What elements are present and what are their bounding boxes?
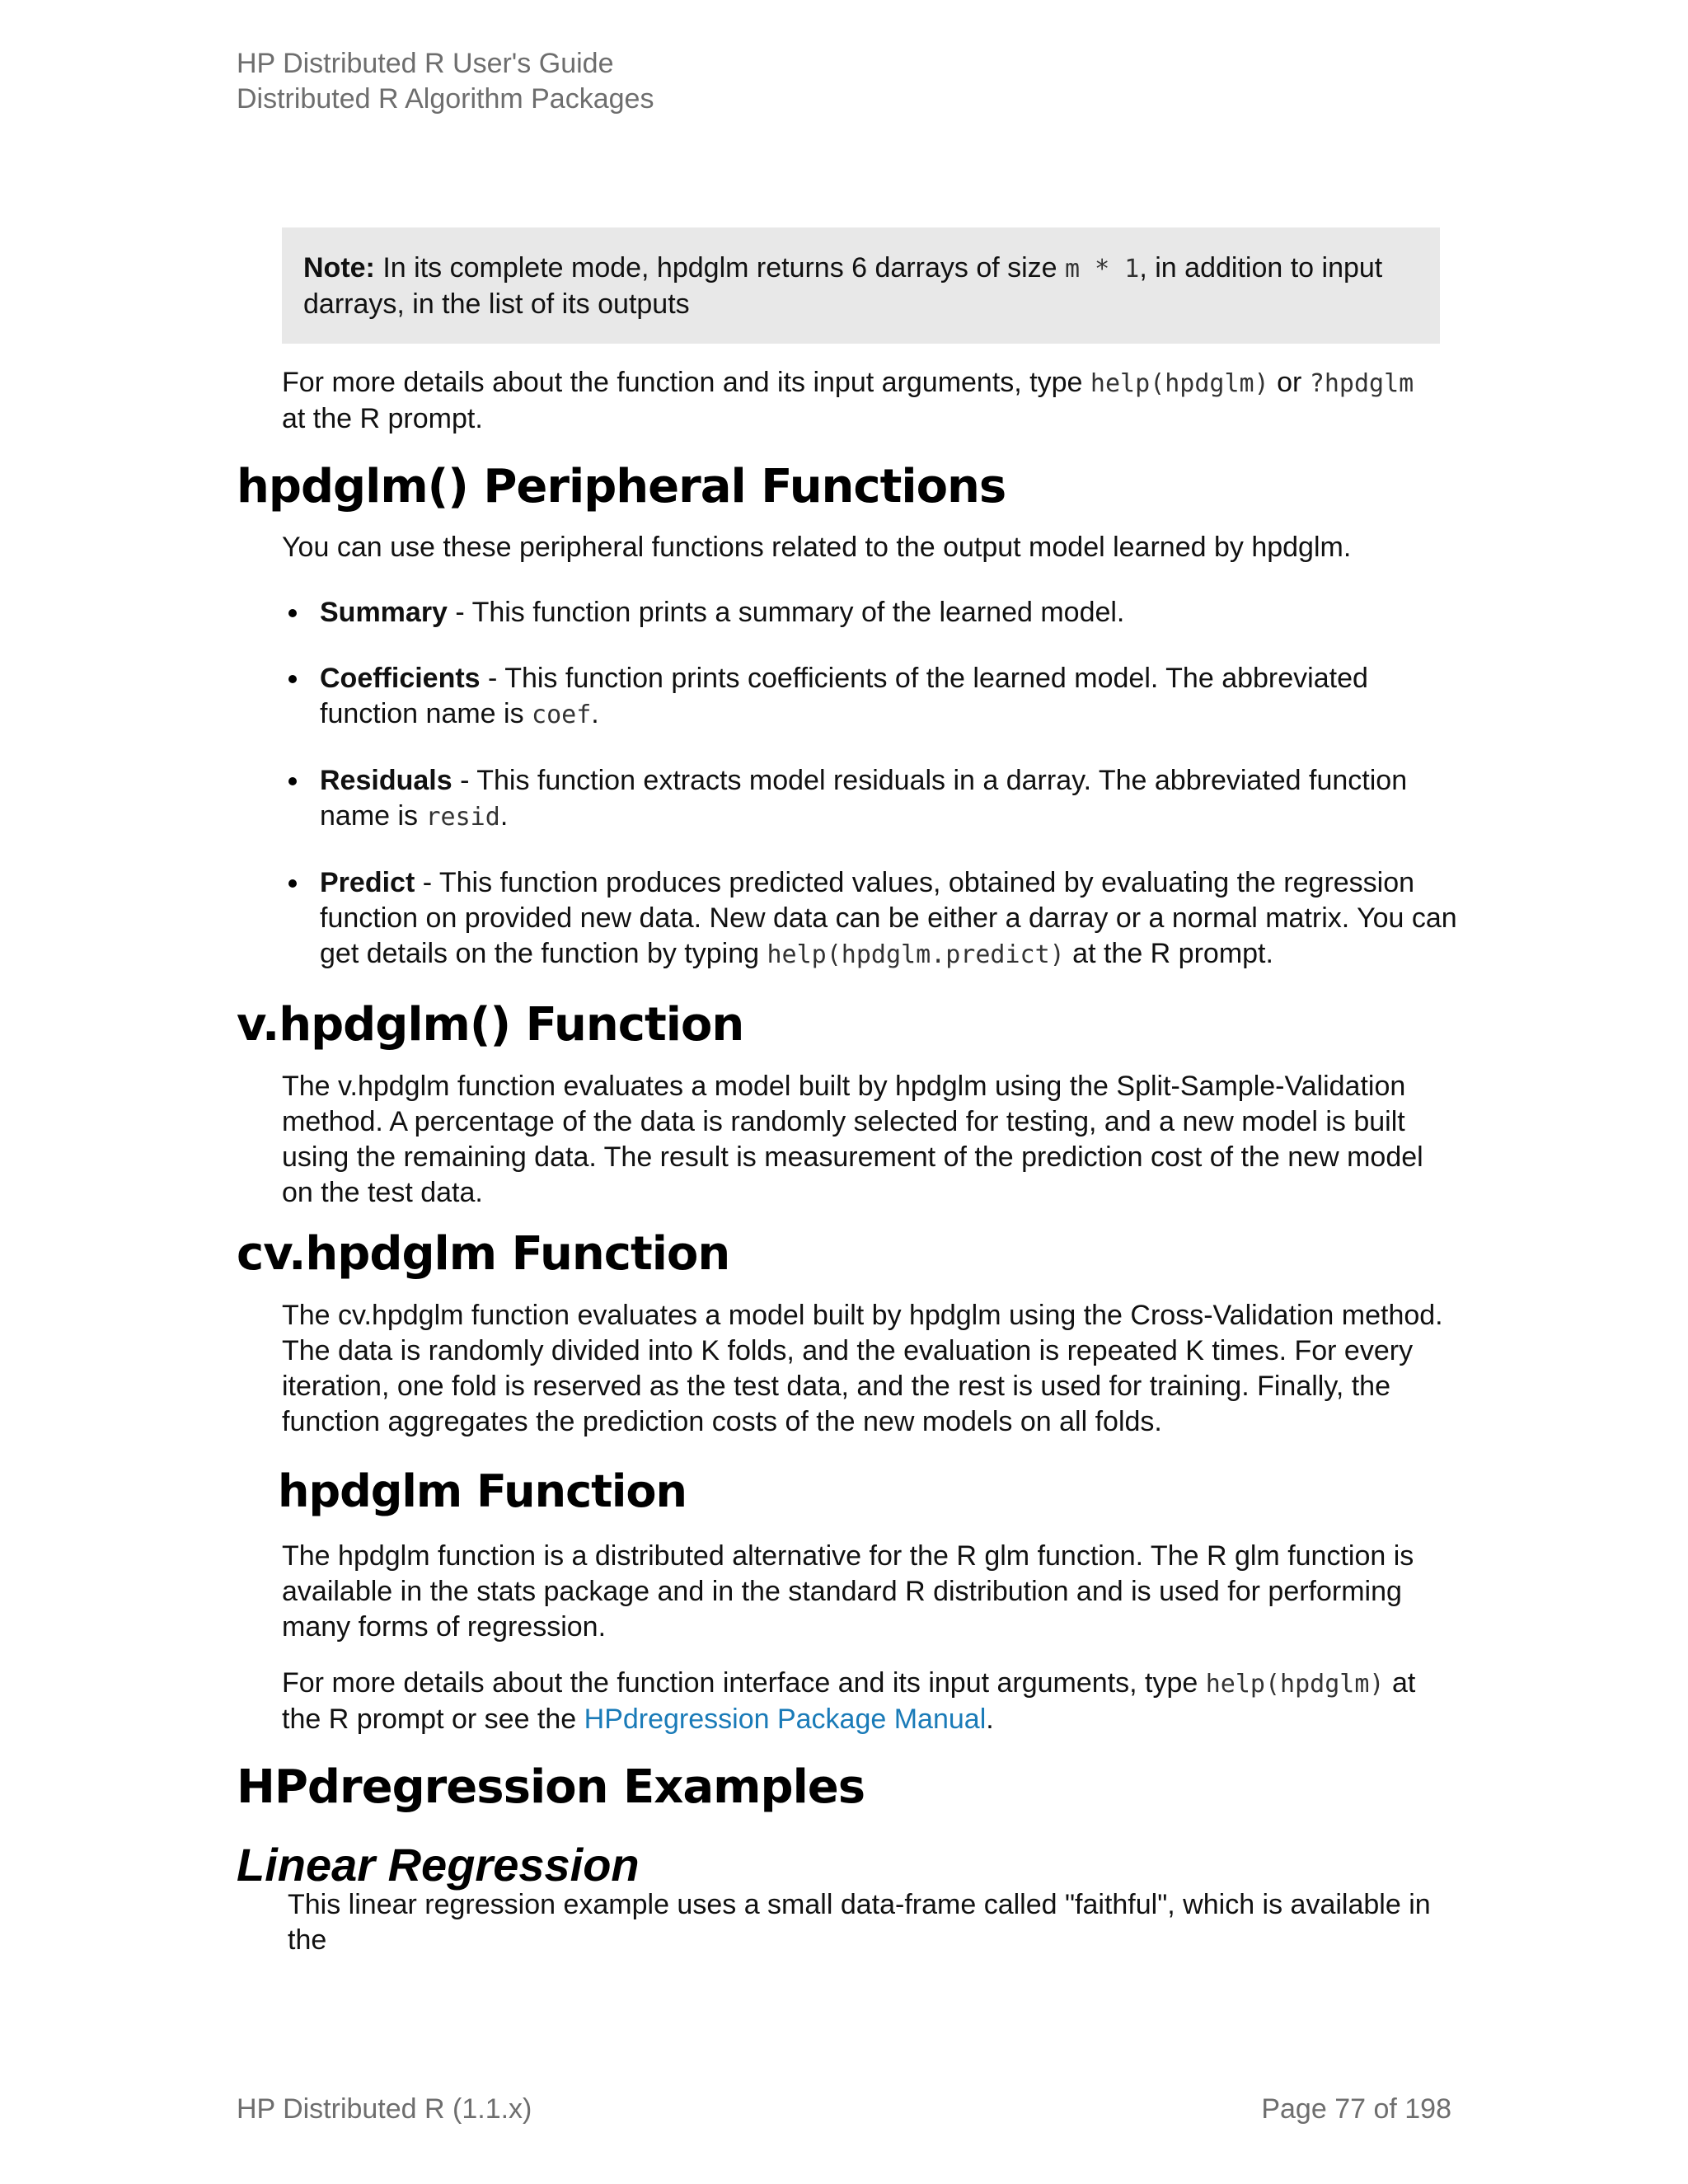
header-guide-title: HP Distributed R User's Guide [237,48,614,79]
list-item-residuals [282,763,1469,835]
list-item-term: Summary [320,597,448,628]
intro-paragraph [282,365,1444,437]
hpdglm-paragraph: The hpdglm function is a distributed alternative for the R glm function. The R glm function is available in the stats package and in the standard R distribution and is used for performing many forms of regression. [282,1540,1414,1643]
section-heading-peripheral: hpdglm() Peripheral Functions [237,460,1006,513]
list-item-term: Coefficients [320,663,481,694]
hpdglm-more-text-c: . [986,1704,994,1735]
note-label: Note: [303,252,375,284]
list-item-code: coef [532,701,592,729]
page-footer [237,2093,1451,2125]
list-item-term: Residuals [320,765,452,796]
hpdglm-more-text-b: at the R prompt or see the [282,1667,1416,1735]
list-item-text: - This function prints a summary of the learned model. [447,597,1125,628]
list-item-summary [282,595,1469,630]
footer-page-number: Page 77 of 198 [1261,2093,1451,2125]
section-heading-v-hpdglm: v.hpdglm() Function [237,998,744,1052]
intro-code-help: help(hpdglm) [1090,369,1269,398]
intro-text-c: at the R prompt. [282,403,483,434]
section-heading-cv-hpdglm: cv.hpdglm Function [237,1227,730,1281]
cv-hpdglm-paragraph: The cv.hpdglm function evaluates a model built by hpdglm using the Cross-Validation method. The data is randomly divided into K folds, and the evaluation is repeated K times. For every iteration, one fold is reserved as the test data, and the rest is used for training. Finally, the function aggregates the prediction costs of the new models on all folds. [282,1300,1443,1437]
page-content [237,227,1457,1958]
list-item-text: - This function produces predicted values, obtained by evaluating the regression function on provided new data. New data can be either a darray or a normal matrix. You can get details on the function by typing [320,867,1457,969]
bullet-icon [288,777,297,785]
list-item-code: help(hpdglm.predict) [767,940,1065,969]
peripheral-intro: You can use these peripheral functions related to the output model learned by hpdglm. [282,532,1352,563]
list-item-code: resid [425,803,500,832]
list-item-after: . [499,800,509,832]
hpdglm-more-text-a: For more details about the function interface and its input arguments, type [282,1667,1206,1699]
subsection-heading-linear-regression: Linear Regression [237,1839,640,1891]
header-chapter-title: Distributed R Algorithm Packages [237,83,654,115]
section-heading-hpdglm: hpdglm Function [278,1465,687,1517]
peripheral-list [282,595,1469,972]
list-item-predict [282,865,1469,972]
package-manual-link[interactable]: HPdregression Package Manual [584,1704,987,1735]
list-item-text: - This function prints coefficients of the learned model. The abbreviated function name is [320,663,1368,729]
list-item-coefficients [282,661,1469,733]
list-item-term: Predict [320,867,415,898]
note-text-a: In its complete mode, hpdglm returns 6 darrays of size [374,252,1066,284]
v-hpdglm-paragraph: The v.hpdglm function evaluates a model built by hpdglm using the Split-Sample-Validation method. A percentage of the data is randomly selected for testing, and a new model is built using the remaining data. The result is measurement of the prediction cost of the new model on the test data. [282,1071,1423,1208]
intro-code-query: ?hpdglm [1309,369,1414,398]
note-text-b: , in addition to input darrays, in the list of its outputs [303,252,1383,320]
intro-text-b: or [1268,367,1310,398]
linear-regression-paragraph: This linear regression example uses a small data-frame called "faithful", which is available in the [288,1889,1431,1956]
section-heading-examples: HPdregression Examples [237,1760,865,1814]
hpdglm-more-paragraph [282,1666,1444,1737]
hpdglm-more-code: help(hpdglm) [1205,1670,1385,1699]
bullet-icon [288,675,297,683]
bullet-icon [288,879,297,888]
note-code: m * 1 [1065,255,1140,284]
list-item-after: . [591,698,599,729]
running-header [237,46,654,117]
intro-text-a: For more details about the function and its input arguments, type [282,367,1090,398]
list-item-after: at the R prompt. [1064,938,1273,969]
list-item-text: - This function extracts model residuals in a darray. The abbreviated function name is [320,765,1408,832]
bullet-icon [288,609,297,617]
footer-product-version: HP Distributed R (1.1.x) [237,2093,532,2125]
note-box [282,227,1440,344]
